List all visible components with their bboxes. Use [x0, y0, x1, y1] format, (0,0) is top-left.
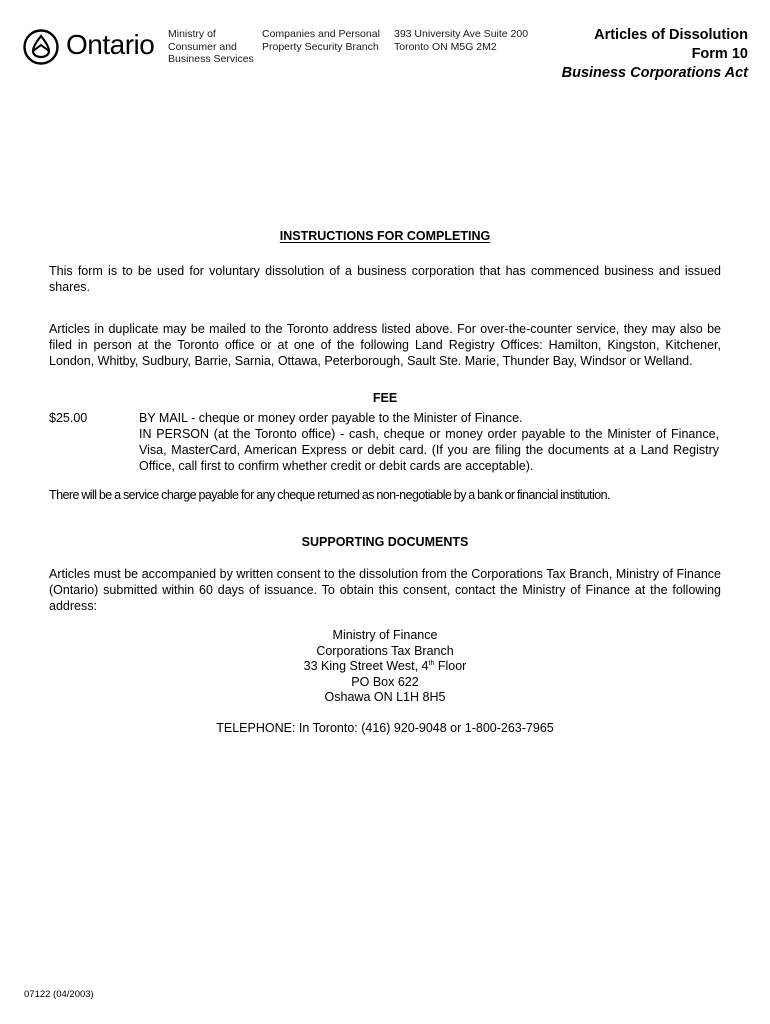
fee-details — [139, 410, 719, 474]
branch-address — [394, 28, 528, 53]
ministry-line: Business Services — [168, 53, 254, 65]
fee-in-person: IN PERSON (at the Toronto office) - cash, cheque or money order payable to the Minister of Finance, Visa, MasterCard, American Express or debit card. (If you are filing the documents at a Land Registry Office, call first to confirm whether credit or debit cards are acceptable). — [139, 427, 719, 473]
finance-address-line: Corporations Tax Branch — [316, 643, 454, 658]
form-title: Articles of Dissolution — [594, 27, 748, 43]
form-number: Form 10 — [691, 46, 748, 62]
instructions-para-2: Articles in duplicate may be mailed to the Toronto address listed above. For over-the-counter service, they may also be filed in person at the Toronto office or at one of the following Land Registry Offices: Hamilton, Kingston, Kitchener, London, Whitby, Sudbury, Barrie, Sarnia, Ottawa, Peterborough, Sault Ste. Marie, Thunder Bay, Windsor or Welland. — [49, 322, 721, 368]
instructions-para-1: This form is to be used for voluntary dissolution of a business corporation that has commenced business and issued shares. — [49, 264, 721, 294]
instructions-heading-text: INSTRUCTIONS FOR COMPLETING — [279, 229, 491, 243]
branch-name — [262, 28, 380, 53]
branch-line: Property Security Branch — [262, 40, 379, 53]
floor-text: Floor — [434, 659, 467, 673]
fee-by-mail: BY MAIL - cheque or money order payable to the Minister of Finance. — [139, 411, 523, 425]
supporting-heading: SUPPORTING DOCUMENTS — [301, 535, 469, 549]
instructions-heading — [0, 229, 770, 243]
logo-wordmark: Ontario — [66, 29, 155, 60]
ministry-name — [168, 28, 254, 66]
form-title-block — [562, 26, 748, 83]
form-code: 07122 (04/2003) — [24, 989, 94, 1000]
ministry-line: Ministry of — [168, 28, 216, 40]
address-line: Toronto ON M5G 2M2 — [394, 40, 497, 53]
street-text: 33 King Street West, 4 — [303, 659, 429, 673]
form-act: Business Corporations Act — [561, 65, 748, 81]
address-line: 393 University Ave Suite 200 — [394, 28, 529, 40]
ministry-line: Consumer and — [168, 40, 237, 53]
fee-heading: FEE — [372, 391, 398, 405]
finance-address — [0, 628, 770, 706]
finance-address-line: Oshawa ON L1H 8H5 — [324, 690, 446, 704]
finance-address-line — [0, 659, 770, 675]
fee-amount: $25.00 — [49, 411, 88, 425]
finance-address-line: Ministry of Finance — [332, 628, 438, 642]
branch-line: Companies and Personal — [262, 28, 380, 40]
telephone-line: TELEPHONE: In Toronto: (416) 920-9048 or 1-800-263-7965 — [216, 721, 554, 735]
ordinal-suffix: th — [428, 659, 435, 667]
supporting-para: Articles must be accompanied by written consent to the dissolution from the Corporations Tax Branch, Ministry of Finance (Ontario) submitted within 60 days of issuance. To obtain this consent, contact the Ministry of Finance at the following address: — [49, 567, 721, 613]
finance-address-line: PO Box 622 — [351, 674, 419, 689]
ontario-trillium-logo-icon — [22, 28, 60, 66]
service-charge-note: There will be a service charge payable for any cheque returned as non-negotiable by a bank or financial institution. — [49, 488, 610, 502]
